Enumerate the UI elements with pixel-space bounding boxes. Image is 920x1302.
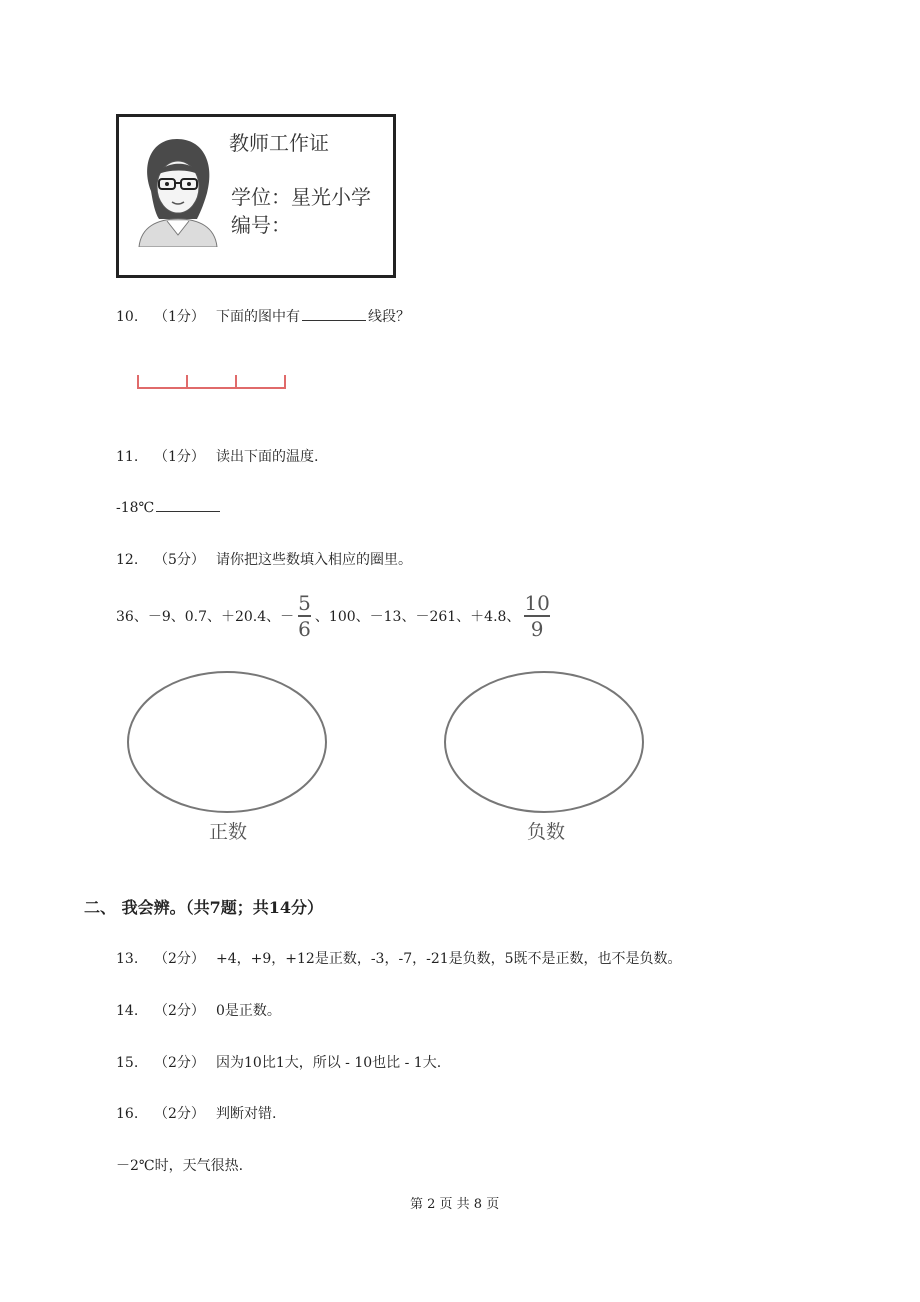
question-number: 15. bbox=[116, 1055, 139, 1071]
question-number: 10. bbox=[116, 309, 139, 325]
card-number: 编号： bbox=[231, 213, 291, 237]
question-text: 请你把这些数填入相应的圈里。 bbox=[216, 552, 412, 568]
teacher-portrait-icon bbox=[137, 135, 219, 247]
question-number: 11. bbox=[116, 449, 139, 465]
question-score: （2分） bbox=[154, 1003, 205, 1019]
question-16 bbox=[116, 1103, 276, 1123]
question-score: （5分） bbox=[154, 552, 205, 568]
question-13 bbox=[116, 948, 682, 968]
positive-label: 正数 bbox=[209, 821, 248, 843]
question-text: +4，+9，+12是正数，-3，-7，-21是负数，5既不是正数，也不是负数。 bbox=[216, 951, 682, 967]
question-score: （2分） bbox=[154, 951, 205, 967]
temperature-line bbox=[116, 499, 222, 516]
question-number: 13. bbox=[116, 951, 139, 967]
question-score: （1分） bbox=[154, 309, 205, 325]
question-text: 0是正数。 bbox=[216, 1003, 281, 1019]
fraction-denominator: 6 bbox=[298, 617, 311, 641]
question-14 bbox=[116, 1000, 281, 1020]
question-score: （2分） bbox=[154, 1055, 205, 1071]
fraction-numerator: 5 bbox=[298, 591, 311, 615]
question-16-statement: －2℃时，天气很热. bbox=[116, 1158, 244, 1174]
fraction-five-sixths bbox=[298, 592, 311, 640]
negative-number-circle[interactable] bbox=[441, 668, 647, 818]
answer-blank[interactable] bbox=[302, 308, 366, 321]
number-list bbox=[116, 592, 554, 640]
number-list-part-b: 、100、－13、－261、＋4.8、 bbox=[314, 609, 521, 625]
fraction-ten-ninths bbox=[524, 592, 549, 640]
page-footer: 第 2 页 共 8 页 bbox=[410, 1197, 500, 1212]
fraction-denominator: 9 bbox=[530, 617, 544, 641]
question-15 bbox=[116, 1052, 441, 1072]
question-number: 12. bbox=[116, 552, 139, 568]
teacher-id-card bbox=[116, 114, 396, 278]
question-text-suffix: 线段？ bbox=[368, 309, 410, 325]
section-title: 二、 我会辨。（共7题；共14分） bbox=[84, 898, 323, 917]
question-10 bbox=[116, 306, 410, 326]
number-list-part-a: 36、－9、0.7、＋20.4、－ bbox=[116, 609, 295, 625]
fraction-numerator: 10 bbox=[524, 591, 550, 615]
question-12 bbox=[116, 549, 412, 569]
question-number: 14. bbox=[116, 1003, 139, 1019]
question-score: （2分） bbox=[154, 1106, 205, 1122]
card-school: 学位：星光小学 bbox=[231, 185, 371, 209]
question-text: 因为10比1大，所以 - 10也比 - 1大. bbox=[216, 1055, 442, 1071]
card-title: 教师工作证 bbox=[229, 131, 329, 155]
question-text: 判断对错. bbox=[216, 1106, 277, 1122]
question-score: （1分） bbox=[154, 449, 205, 465]
question-11 bbox=[116, 446, 318, 466]
positive-number-circle[interactable] bbox=[124, 668, 330, 818]
answer-blank[interactable] bbox=[156, 499, 220, 512]
question-number: 16. bbox=[116, 1106, 139, 1122]
question-text: 读出下面的温度. bbox=[216, 449, 319, 465]
question-text: 下面的图中有 bbox=[216, 309, 300, 325]
line-segment-figure bbox=[132, 370, 292, 394]
negative-label: 负数 bbox=[527, 821, 566, 843]
temperature-value: -18℃ bbox=[116, 500, 155, 516]
